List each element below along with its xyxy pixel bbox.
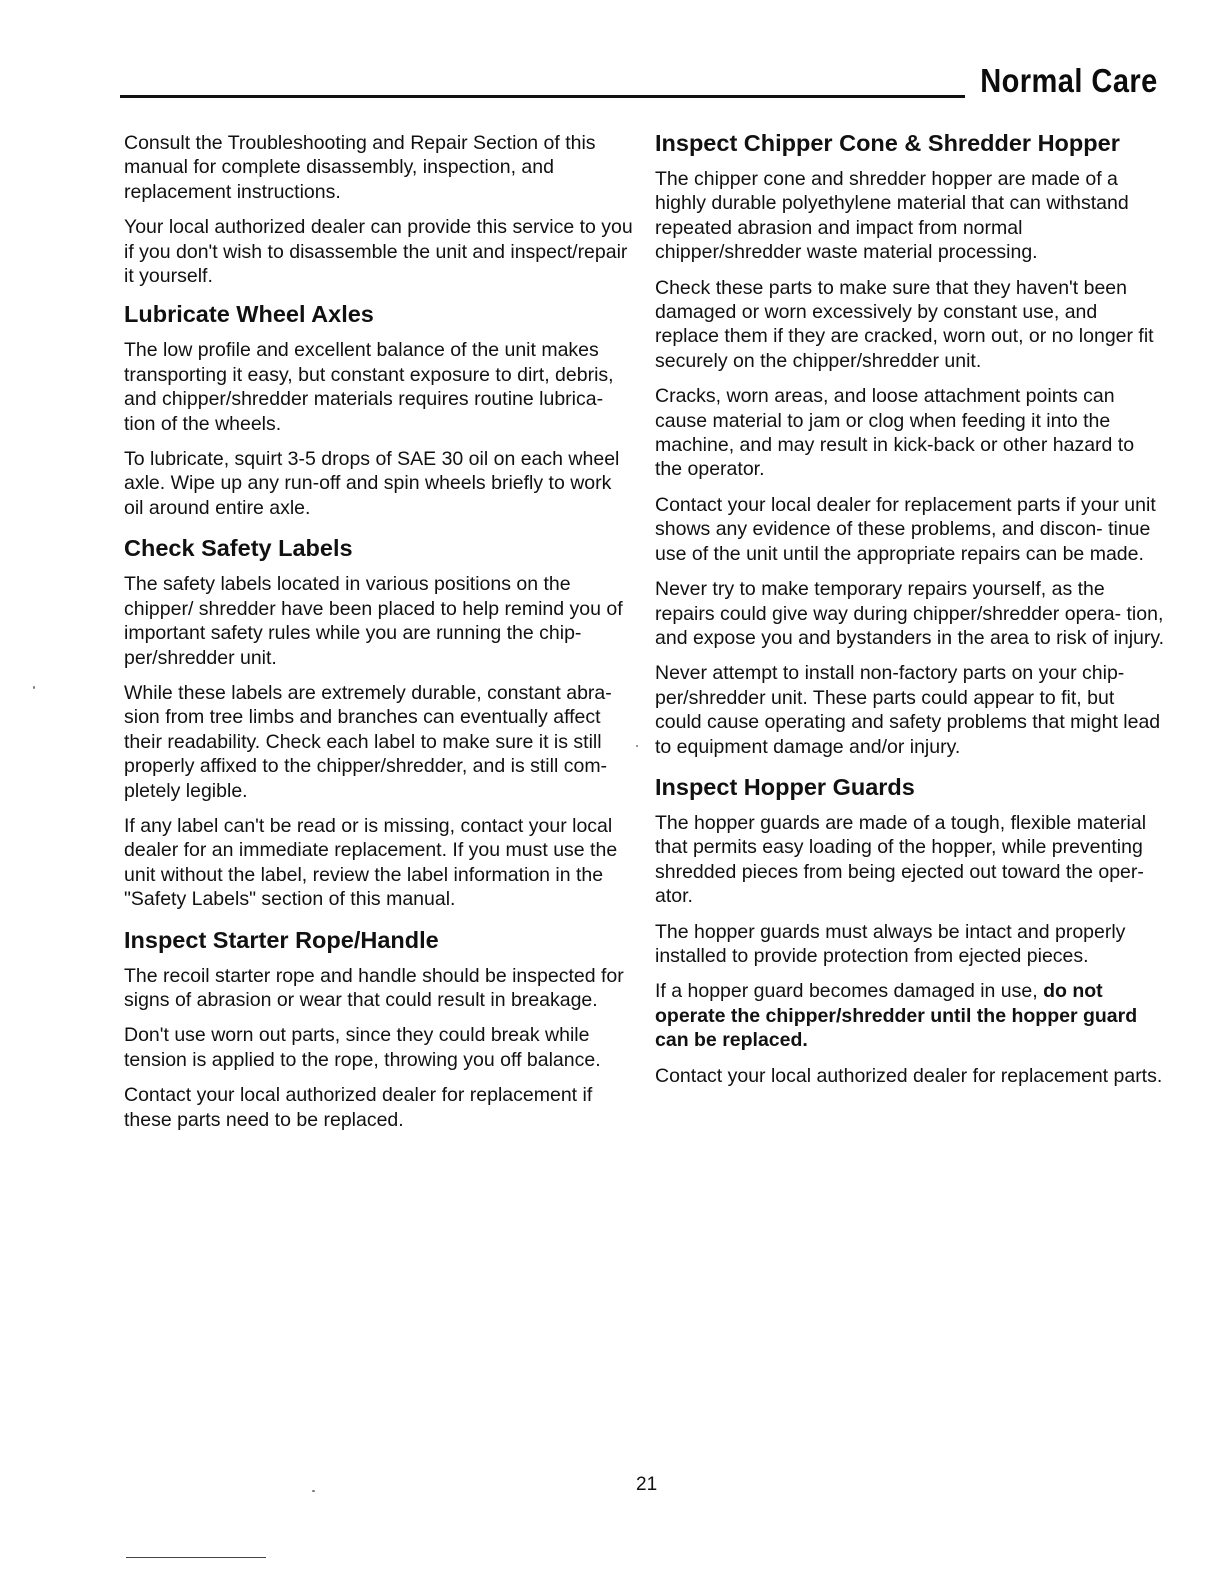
scan-speck bbox=[312, 1490, 315, 1492]
paragraph: Contact your local authorized dealer for replacement parts. bbox=[655, 1064, 1163, 1087]
paragraph: Contact your local dealer for replacement parts if your unit shows any evidence of these problems, and discon- tinue use of the unit until the appropriate repairs can be made. bbox=[655, 493, 1156, 565]
page-number: 21 bbox=[636, 1474, 658, 1495]
paragraph: The recoil starter rope and handle should be inspected for signs of abrasion or wear that could result in breakage. bbox=[124, 964, 624, 1011]
guard-warning-text: If a hopper guard becomes damaged in use, bbox=[655, 980, 1038, 1003]
scan-speck bbox=[33, 686, 35, 689]
paragraph: Contact your local authorized dealer for replacement if these parts need to be replaced. bbox=[124, 1084, 593, 1131]
paragraph: Consult the Troubleshooting and Repair Section of this manual for complete disassembly, inspection, and replacement instructions. bbox=[124, 132, 596, 203]
left-column bbox=[124, 131, 634, 1143]
paragraph: The low profile and excellent balance of the unit makes transporting it easy, but constant exposure to dirt, debris, and chipper/shredder materials requires routine lubrica- tion of the wheels. bbox=[124, 339, 614, 435]
paragraph: Check these parts to make sure that they haven't been damaged or worn excessively by constant use, and replace them if they are cracked, worn out, or no longer fit securely on the chipper/shredder unit. bbox=[655, 276, 1154, 372]
safety-labels-heading: Check Safety Labels bbox=[124, 535, 353, 562]
paragraph: Don't use worn out parts, since they could break while tension is applied to the rope, throwing you off balance. bbox=[124, 1024, 601, 1071]
hopper-guards-heading: Inspect Hopper Guards bbox=[655, 773, 915, 800]
section-title: Normal Care bbox=[980, 62, 1158, 99]
paragraph bbox=[655, 979, 1165, 1052]
header-rule bbox=[120, 95, 965, 98]
paragraph: To lubricate, squirt 3-5 drops of SAE 30 oil on each wheel axle. Wipe up any run-off and spin wheels briefly to work oil around entire axle. bbox=[124, 448, 620, 519]
paragraph: Never attempt to install non-factory parts on your chip- per/shredder unit. These parts could appear to fit, but could cause operating and safety problems that might lead to equipment damage and/or injury. bbox=[655, 662, 1161, 758]
paragraph: If any label can't be read or is missing, contact your local dealer for an immediate replacement. If you must use the unit without the label, review the label information in the "Safety Labels" section of this manual. bbox=[124, 814, 618, 911]
paragraph: The safety labels located in various positions on the chipper/ shredder have been placed to help remind you of important safety rules while you are running the chip- per/shredder unit. bbox=[124, 573, 623, 669]
footer-rule bbox=[126, 1557, 266, 1558]
paragraph: Never try to make temporary repairs yourself, as the repairs could give way during chipper/shredder opera- tion, and expose you and bystanders in the area to risk of injury. bbox=[655, 578, 1165, 649]
guard-warning-bold: do not operate the chipper/shredder until the hopper guard can be replaced. bbox=[655, 980, 1138, 1052]
scan-speck bbox=[636, 745, 638, 747]
paragraph: Cracks, worn areas, and loose attachment points can cause material to jam or clog when feeding it into the machine, and may result in kick-back or other hazard to the operator. bbox=[655, 385, 1135, 481]
paragraph: The hopper guards must always be intact and properly installed to provide protection from ejected pieces. bbox=[655, 920, 1126, 967]
starter-rope-heading: Inspect Starter Rope/Handle bbox=[124, 926, 439, 953]
paragraph: The hopper guards are made of a tough, flexible material that permits easy loading of the hopper, while preventing shredded pieces from being ejected out toward the oper- ator. bbox=[655, 811, 1147, 908]
lubricate-heading: Lubricate Wheel Axles bbox=[124, 301, 374, 328]
paragraph: The chipper cone and shredder hopper are made of a highly durable polyethylene material that can withstand repeated abrasion and impact from normal chipper/shredder waste material processing. bbox=[655, 168, 1129, 264]
chipper-cone-heading: Inspect Chipper Cone & Shredder Hopper bbox=[655, 130, 1120, 156]
paragraph: While these labels are extremely durable, constant abra- sion from tree limbs and branches can eventually affect their readability. Check each label to make sure it is still properly affixed to the chipper/shredder, and is still com- pletely legible. bbox=[124, 681, 612, 802]
paragraph: Your local authorized dealer can provide this service to you if you don't wish to disassemble the unit and inspect/repair it yourself. bbox=[124, 216, 633, 288]
right-column bbox=[655, 131, 1165, 1099]
